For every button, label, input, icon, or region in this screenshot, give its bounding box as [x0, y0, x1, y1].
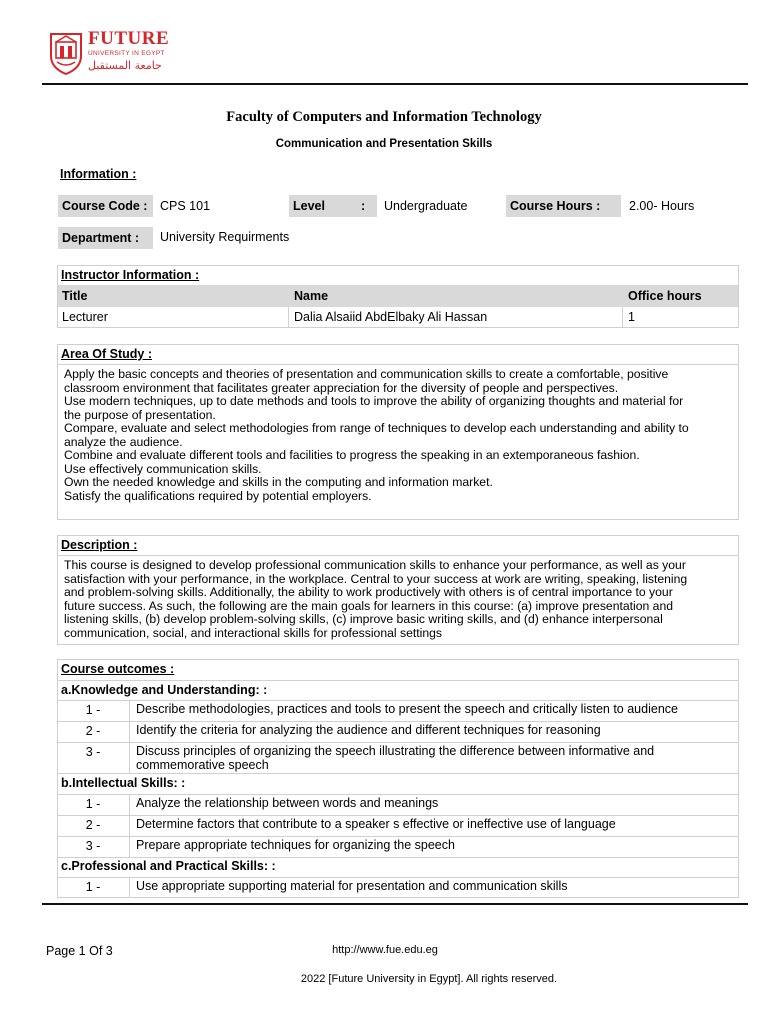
- text-line: Describe methodologies, practices and tools to present the speech and critically listen to audience: [136, 702, 678, 716]
- column-name: Name: [294, 289, 329, 303]
- outcome-text: [136, 880, 736, 894]
- list-item: [58, 837, 738, 857]
- description-heading: Description :: [61, 538, 138, 552]
- list-item: [58, 743, 738, 773]
- column-office-hours: Office hours: [628, 289, 702, 303]
- instructor-title-cell: Lecturer: [62, 310, 108, 324]
- text-line: classroom environment that facilitates greater appreciation for the diversity of people and perspectives.: [64, 380, 619, 395]
- university-logo: [48, 28, 178, 78]
- course-code-label: Course Code :: [62, 199, 148, 213]
- information-heading: Information :: [60, 167, 137, 181]
- logo-subtitle: UNIVERSITY IN EGYPT: [88, 50, 165, 57]
- level-colon: :: [361, 199, 366, 213]
- description-section: [57, 535, 739, 645]
- cell-divider: [129, 878, 130, 897]
- outcome-number: 2 -: [85, 818, 101, 832]
- course-hours-value: 2.00- Hours: [629, 199, 695, 213]
- text-line: Own the needed knowledge and skills in the computing and information market.: [64, 475, 493, 489]
- table-row: [58, 307, 738, 327]
- cell-divider: [129, 743, 130, 773]
- level-value: Undergraduate: [384, 199, 468, 213]
- page-number: Page 1 Of 3: [46, 944, 113, 958]
- level-label-cell: [289, 195, 377, 217]
- text-line: the purpose of presentation.: [64, 407, 216, 422]
- area-of-study-heading: Area Of Study :: [61, 347, 152, 361]
- section-divider: [58, 555, 738, 556]
- cell-divider: [129, 722, 130, 742]
- footer-url[interactable]: http://www.fue.edu.eg: [332, 944, 438, 956]
- department-value: University Requirments: [160, 230, 290, 244]
- section-divider: [58, 680, 738, 681]
- section-divider: [58, 364, 738, 365]
- text-line: Combine and evaluate different tools and facilities to progress the speaking in an extemporaneous fashion.: [64, 448, 640, 462]
- text-line: Satisfy the qualifications required by potential employers.: [64, 488, 372, 503]
- instructor-name-cell: Dalia Alsaiid AbdElbaky Ali Hassan: [294, 310, 488, 324]
- outcome-text: [136, 839, 736, 853]
- outcome-number: 3 -: [85, 745, 101, 759]
- course-outcomes-section: [57, 659, 739, 898]
- cell-divider: [288, 307, 289, 327]
- course-hours-label-cell: [506, 195, 621, 217]
- area-of-study-text: [64, 368, 736, 503]
- area-of-study-section: [57, 344, 739, 520]
- text-line: communication, social, and interactional skills for professional settings: [64, 625, 442, 640]
- column-title: Title: [62, 289, 88, 303]
- text-line: future success. As such, the following are the main goals for learners in this course: (a) improve presentation and: [64, 598, 674, 613]
- list-item: [58, 701, 738, 721]
- text-line: satisfaction with your performance, in the workplace. Central to your success at work are writing, speaking, listening: [64, 571, 688, 586]
- course-code-value: CPS 101: [160, 199, 211, 213]
- outcome-text: [136, 818, 736, 832]
- text-line: Discuss principles of organizing the speech illustrating the difference between informative and: [136, 744, 655, 758]
- list-item: [58, 816, 738, 836]
- logo-arabic-name: جامعة المستقبل: [88, 59, 162, 72]
- outcome-text: [136, 797, 736, 811]
- text-line: Apply the basic concepts and theories of presentation and communication skills to create a comfortable, positive: [64, 367, 669, 381]
- text-line: Prepare appropriate techniques for organizing the speech: [136, 838, 455, 852]
- outcome-number: 1 -: [85, 703, 101, 717]
- department-label-cell: [58, 227, 153, 249]
- footer-rule: [42, 903, 748, 905]
- text-line: Identify the criteria for analyzing the audience and different techniques for reasoning: [136, 723, 601, 737]
- list-item: [58, 722, 738, 742]
- text-line: This course is designed to develop professional communication skills to enhance your performance, as well as your: [64, 558, 686, 572]
- instructor-section: [57, 265, 739, 328]
- instructor-heading-text: Instructor Information :: [61, 268, 200, 282]
- department-label: Department :: [62, 231, 140, 245]
- cell-divider: [129, 837, 130, 857]
- instructor-table-header: [58, 285, 738, 307]
- description-text: [64, 559, 736, 640]
- cell-divider: [129, 816, 130, 836]
- course-title: Communication and Presentation Skills: [275, 138, 493, 150]
- course-hours-label: Course Hours :: [510, 199, 601, 213]
- cell-divider: [622, 307, 623, 327]
- outcome-number: 1 -: [85, 797, 101, 811]
- list-item: [58, 878, 738, 897]
- outcome-group-title: a.Knowledge and Understanding: :: [61, 683, 268, 697]
- course-outcomes-heading: Course outcomes :: [61, 662, 175, 676]
- outcome-group-title: b.Intellectual Skills: :: [61, 776, 186, 790]
- text-line: Use modern techniques, up to date methods and tools to improve the ability of organizing thoughts and material for: [64, 394, 684, 408]
- faculty-title: Faculty of Computers and Information Technology: [226, 109, 542, 125]
- text-line: and problem-solving skills. Additionally, the ability to work productively with others is of central importance to your: [64, 585, 673, 599]
- text-line: Use effectively communication skills.: [64, 461, 262, 476]
- text-line: Analyze the relationship between words and meanings: [136, 796, 439, 810]
- row-divider: [58, 857, 738, 858]
- row-divider: [58, 773, 738, 774]
- outcome-text: [136, 703, 736, 717]
- outcome-number: 3 -: [85, 839, 101, 853]
- instructor-office-hours-cell: 1: [628, 310, 635, 324]
- outcome-number: 1 -: [85, 880, 101, 894]
- outcome-text: [136, 724, 736, 738]
- university-crest-icon: [48, 30, 84, 76]
- footer-copyright: 2022 [Future University in Egypt]. All rights reserved.: [300, 973, 558, 985]
- text-line: Use appropriate supporting material for presentation and communication skills: [136, 879, 568, 893]
- course-code-label-cell: [58, 195, 153, 217]
- level-label: Level: [293, 199, 325, 213]
- list-item: [58, 795, 738, 815]
- outcome-number: 2 -: [85, 724, 101, 738]
- outcome-text: [136, 745, 736, 772]
- text-line: Determine factors that contribute to a speaker s effective or ineffective use of language: [136, 817, 616, 831]
- text-line: listening skills, (b) develop problem-solving skills, (c) improve basic writing skills, and (d) enhance interpersonal: [64, 612, 663, 626]
- outcome-group-title: c.Professional and Practical Skills: :: [61, 859, 276, 873]
- instructor-heading: [61, 268, 199, 282]
- header-rule: [42, 83, 748, 85]
- logo-name: FUTURE: [88, 28, 170, 49]
- cell-divider: [129, 701, 130, 721]
- text-line: analyze the audience.: [64, 434, 183, 449]
- text-line: commemorative speech: [136, 757, 269, 772]
- text-line: Compare, evaluate and select methodologies from range of techniques to develop each understanding and ability to: [64, 421, 689, 435]
- cell-divider: [129, 795, 130, 815]
